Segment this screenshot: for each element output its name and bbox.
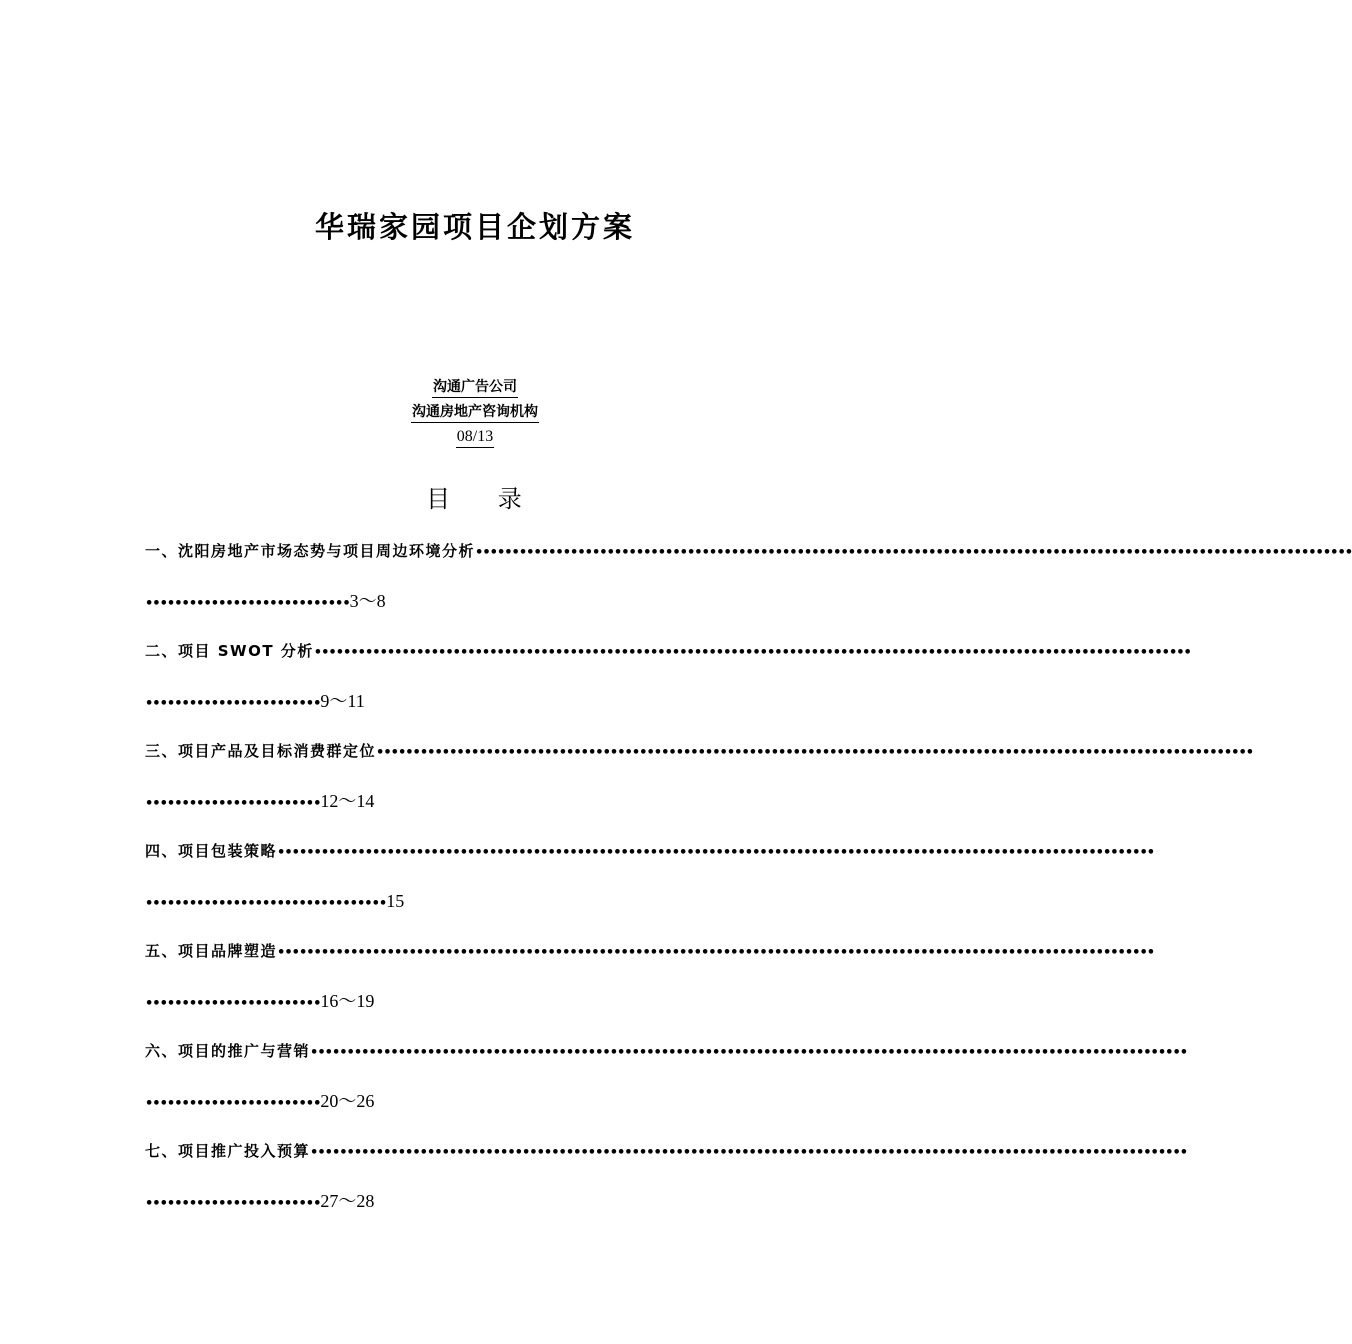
leader-dots: •••••••••••••••••••••••••••••••••••••••••••••••••••••••••••••••••••••••••••••••••••••••••••••••••••••••••••••••••••••••• [310, 1045, 1188, 1060]
leader-dots: •••••••••••••••••••••••• [145, 696, 321, 711]
toc-item-label: 七、项目推广投入预算 [145, 1142, 311, 1160]
toc-item-label: 五、项目品牌塑造 [145, 942, 278, 960]
toc-item-label: 一、沈阳房地产市场态势与项目周边环境分析 [145, 542, 476, 560]
toc-item[interactable] [145, 836, 1155, 936]
org-name-ad-company: 沟通广告公司 [432, 378, 518, 398]
toc-item-page: 12～14 [320, 791, 375, 811]
leader-dots: •••••••••••••••••••••••••••••••••••••••••••••••••••••••••••••••••••••••••••••••••••••••••••••••••••••••••••••••••••••••• [475, 545, 1352, 560]
toc-item-label: 三、项目产品及目标消费群定位 [145, 742, 377, 760]
toc-item-label: 六、项目的推广与营销 [145, 1042, 311, 1060]
document-date: 08/13 [456, 428, 494, 448]
leader-dots: •••••••••••••••••••••••••••••••••••••••••••••••••••••••••••••••••••••••••••••••••••••••••••••••••••••••••••••••••••••••• [310, 1145, 1188, 1160]
leader-dots: ••••••••••••••••••••••••••••••••• [145, 896, 387, 911]
leader-dots: •••••••••••••••••••••••• [145, 796, 321, 811]
org-line-2 [0, 403, 950, 423]
toc-item-page: 15 [386, 891, 405, 911]
date-line [0, 428, 950, 448]
toc-item[interactable] [145, 1036, 1188, 1136]
leader-dots: •••••••••••••••••••••••• [145, 996, 321, 1011]
leader-dots: •••••••••••••••••••••••••••••••••••••••••••••••••••••••••••••••••••••••••••••••••••••••••••••••••••••••••••••••••••••••• [376, 745, 1254, 760]
toc-item-page: 3～8 [349, 591, 386, 611]
org-name-consulting: 沟通房地产咨询机构 [411, 403, 539, 423]
toc-item-page: 16～19 [320, 991, 375, 1011]
toc-item-page: 9～11 [320, 691, 365, 711]
toc-item-label: 四、项目包装策略 [145, 842, 278, 860]
leader-dots: •••••••••••••••••••••••••••••••••••••••••••••••••••••••••••••••••••••••••••••••••••••••••••••••••••••••••••••••••••••••• [313, 645, 1191, 660]
org-line-1 [0, 378, 950, 398]
toc-item[interactable] [145, 536, 1352, 636]
leader-dots: •••••••••••••••••••••••• [145, 1196, 321, 1211]
toc-item[interactable] [145, 636, 1191, 736]
toc-heading: 目 录 [426, 485, 542, 513]
toc-item-label: 二、项目 SWOT 分析 [145, 642, 314, 660]
leader-dots: •••••••••••••••••••••••••••••••••••••••••••••••••••••••••••••••••••••••••••••••••••••••••••••••••••••••••••••••••••••••• [277, 845, 1155, 860]
toc-item-page: 27～28 [320, 1191, 375, 1211]
toc-item[interactable] [145, 1136, 1188, 1236]
toc-item[interactable] [145, 936, 1155, 1036]
toc-item-page: 20～26 [320, 1091, 375, 1111]
leader-dots: •••••••••••••••••••••••• [145, 1096, 321, 1111]
document-title: 华瑞家园项目企划方案 [314, 210, 635, 244]
toc-item[interactable] [145, 736, 1254, 836]
leader-dots: •••••••••••••••••••••••••••••••••••••••••••••••••••••••••••••••••••••••••••••••••••••••••••••••••••••••••••••••••••••••• [277, 945, 1155, 960]
table-of-contents [145, 536, 1352, 1236]
leader-dots: •••••••••••••••••••••••••••• [145, 596, 350, 611]
